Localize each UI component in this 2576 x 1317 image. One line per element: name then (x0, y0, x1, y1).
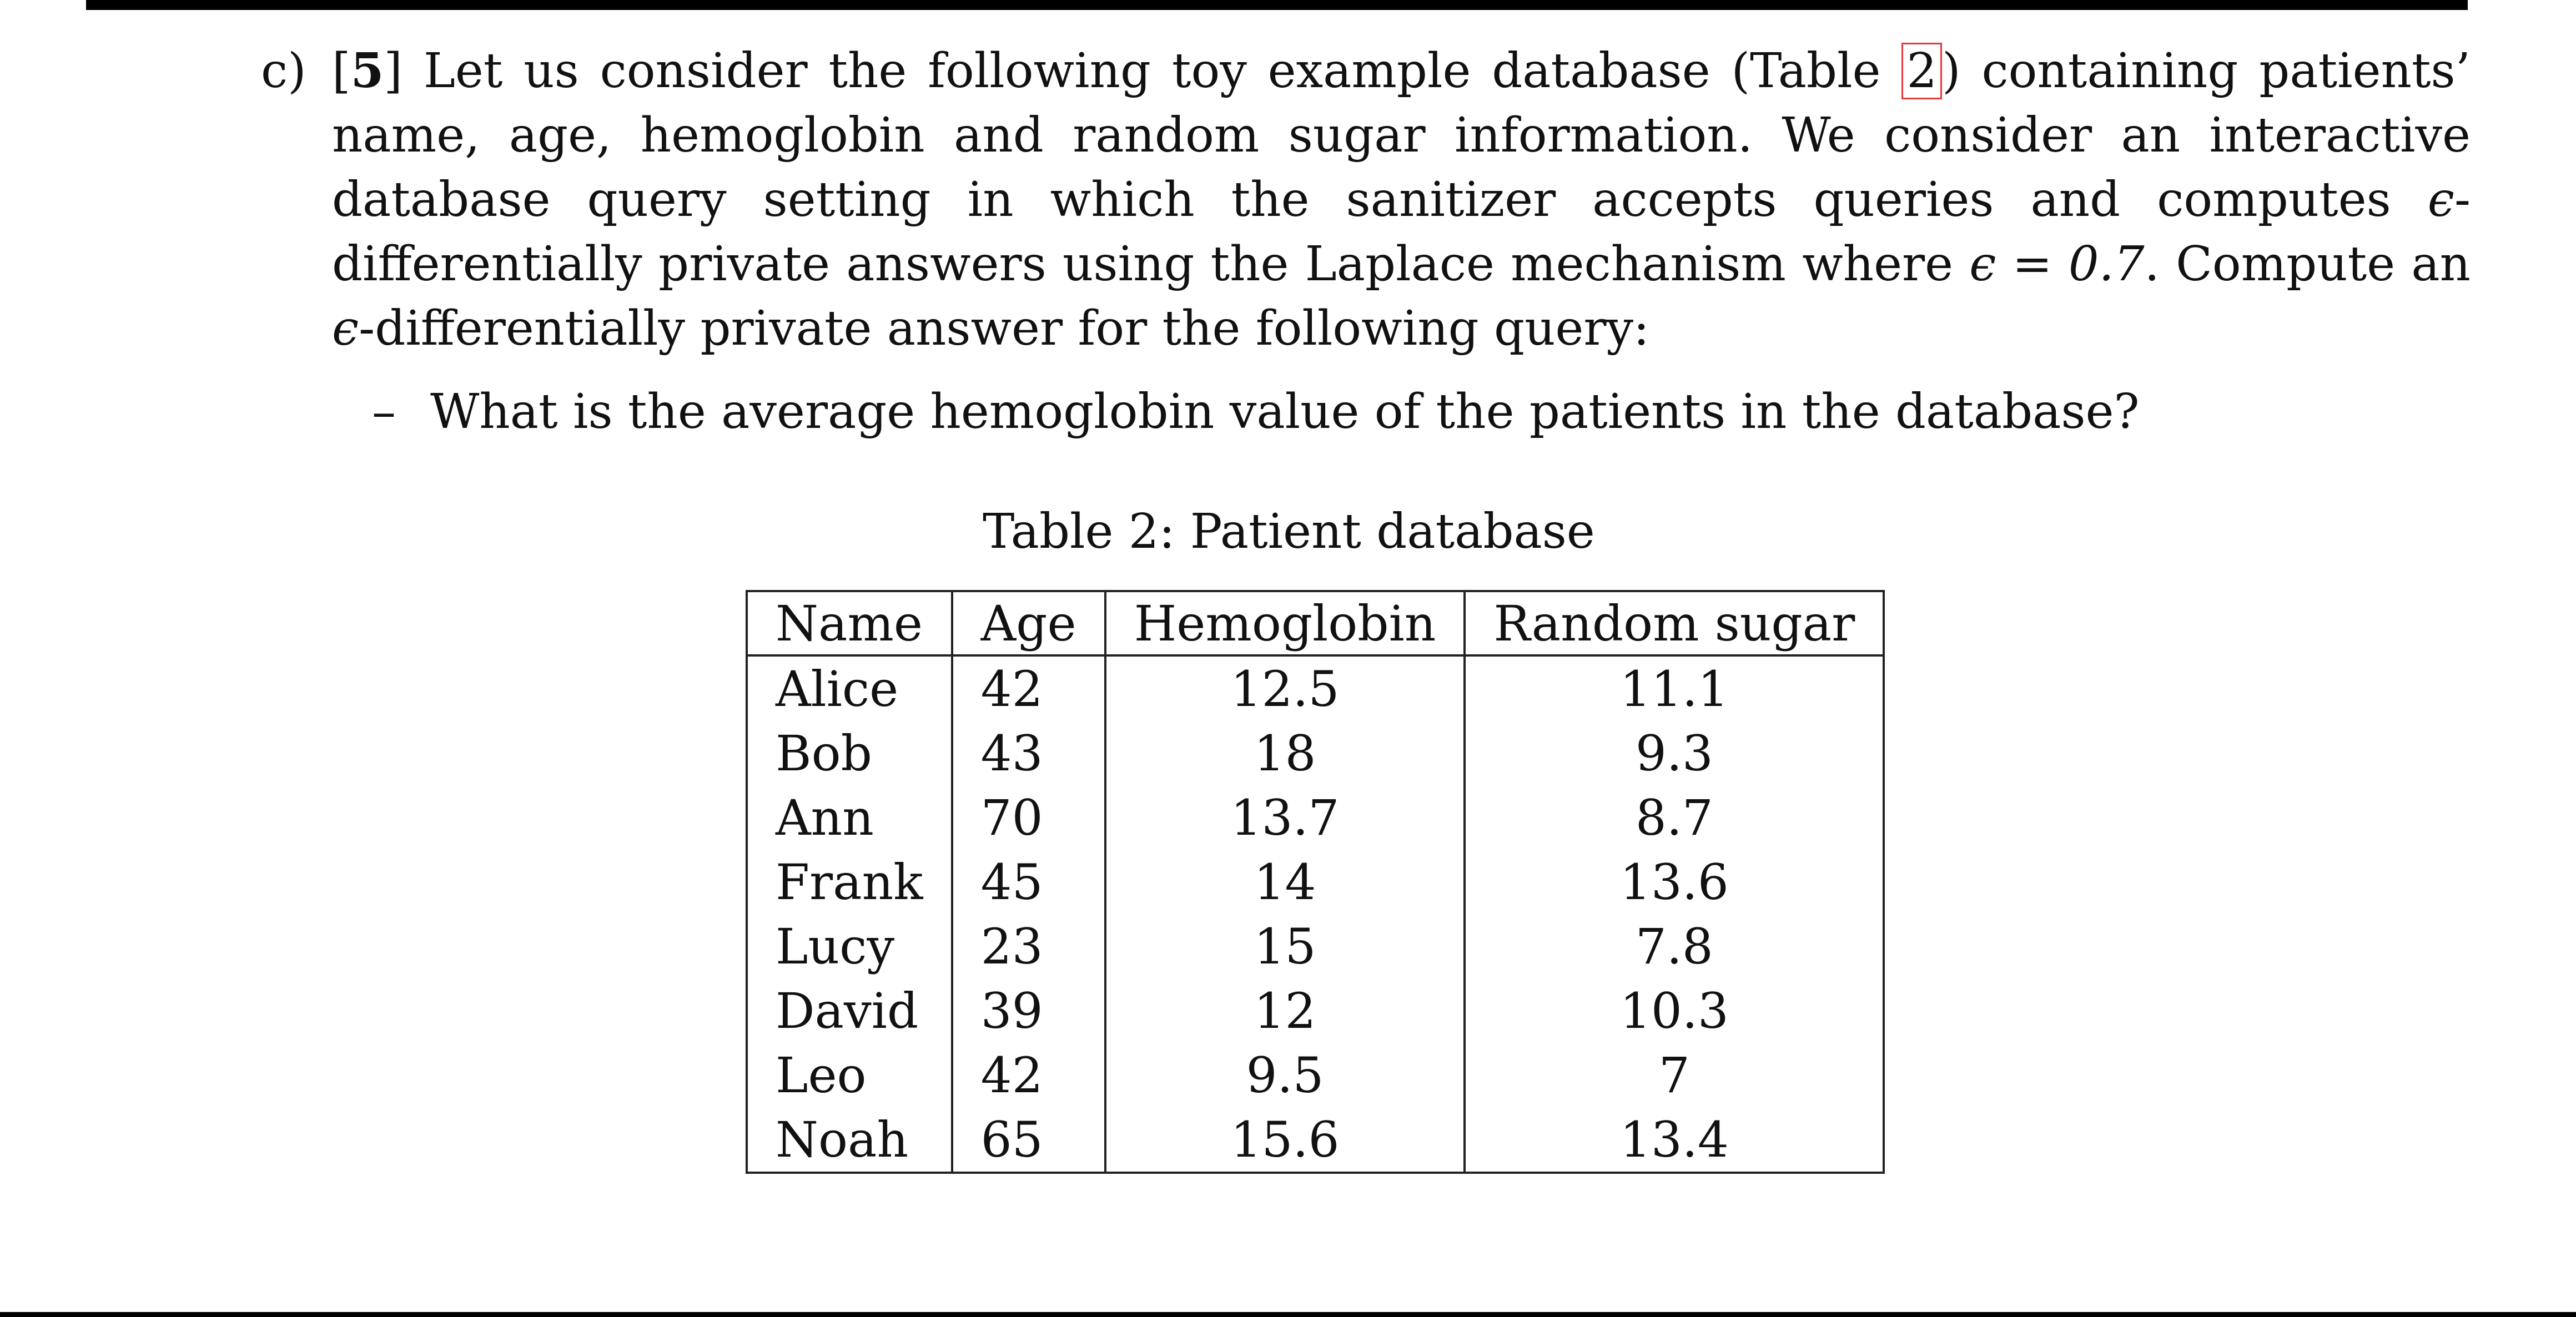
epsilon-symbol-2: ϵ (332, 301, 359, 356)
table-row (747, 1043, 1884, 1107)
table-row (747, 914, 1884, 978)
cell-hemoglobin: 18 (1105, 721, 1465, 785)
cell-hemoglobin: 15.6 (1105, 1107, 1465, 1173)
cell-random-sugar: 13.4 (1465, 1107, 1884, 1173)
cell-name: Bob (747, 721, 952, 785)
cell-random-sugar: 7.8 (1465, 914, 1884, 978)
cell-age: 70 (952, 785, 1105, 850)
text-before-ref: Let us consider the following toy example database (Table (423, 43, 1902, 99)
table-row (747, 978, 1884, 1043)
query-bullet (372, 380, 2140, 444)
table-row (747, 785, 1884, 850)
text-end: -differentially private answer for the following query: (359, 301, 1650, 356)
header-name: Name (747, 591, 952, 655)
cell-hemoglobin: 12.5 (1105, 655, 1465, 721)
cell-name: Frank (747, 850, 952, 914)
epsilon-symbol: ϵ (2427, 172, 2454, 228)
cell-hemoglobin: 9.5 (1105, 1043, 1465, 1107)
cell-random-sugar: 11.1 (1465, 655, 1884, 721)
problem-c (261, 39, 2471, 361)
table-row (747, 1107, 1884, 1173)
points-value: 5 (350, 43, 384, 99)
table-caption: Table 2: Patient database (983, 504, 1595, 559)
header-hemoglobin: Hemoglobin (1105, 591, 1465, 655)
cell-age: 42 (952, 655, 1105, 721)
text-mid-1: -differentially private answers using the Laplace mechanism where (332, 172, 2471, 292)
table-row (747, 850, 1884, 914)
cell-hemoglobin: 12 (1105, 978, 1465, 1043)
cell-name: Alice (747, 655, 952, 721)
cell-name: Lucy (747, 914, 952, 978)
table-header-row (747, 591, 1884, 655)
epsilon-equation: ϵ = 0.7 (1969, 236, 2145, 292)
cell-age: 43 (952, 721, 1105, 785)
cell-random-sugar: 8.7 (1465, 785, 1884, 850)
top-page-rule (86, 0, 2468, 10)
header-age: Age (952, 591, 1105, 655)
problem-text: [5] Let us consider the following toy example database (Table 2 ) containing patients’ name, age, hemoglobin and random sugar information. We consider an interactive database query setting in which the sanitizer accepts queries and computes ϵ-differentially private answers using the Laplace mechanism where ϵ = 0.7. Compute an ϵ-differentially private answer for the following query: (332, 43, 2471, 356)
table-reference-link[interactable]: 2 (1901, 43, 1942, 99)
cell-hemoglobin: 15 (1105, 914, 1465, 978)
cell-hemoglobin: 14 (1105, 850, 1465, 914)
cell-name: David (747, 978, 952, 1043)
problem-marker: c) (261, 43, 306, 99)
patient-table (746, 590, 1885, 1174)
cell-random-sugar: 13.6 (1465, 850, 1884, 914)
header-random-sugar: Random sugar (1465, 591, 1884, 655)
table-row (747, 655, 1884, 721)
cell-age: 23 (952, 914, 1105, 978)
cell-name: Ann (747, 785, 952, 850)
text-after-ref: ) containing patients’ name, age, hemoglobin and random sugar information. We consider an interactive database query setting in which the sanitizer accepts queries and computes (332, 43, 2471, 228)
cell-age: 65 (952, 1107, 1105, 1173)
cell-random-sugar: 7 (1465, 1043, 1884, 1107)
query-text: What is the average hemoglobin value of the patients in the database? (430, 384, 2140, 440)
table-row (747, 721, 1884, 785)
cell-name: Noah (747, 1107, 952, 1173)
cell-random-sugar: 10.3 (1465, 978, 1884, 1043)
cell-age: 45 (952, 850, 1105, 914)
bottom-page-rule (0, 1312, 2576, 1317)
cell-name: Leo (747, 1043, 952, 1107)
cell-hemoglobin: 13.7 (1105, 785, 1465, 850)
cell-age: 39 (952, 978, 1105, 1043)
cell-age: 42 (952, 1043, 1105, 1107)
bullet-dash: – (372, 384, 396, 440)
cell-random-sugar: 9.3 (1465, 721, 1884, 785)
text-mid-2: . Compute an (2144, 236, 2471, 292)
